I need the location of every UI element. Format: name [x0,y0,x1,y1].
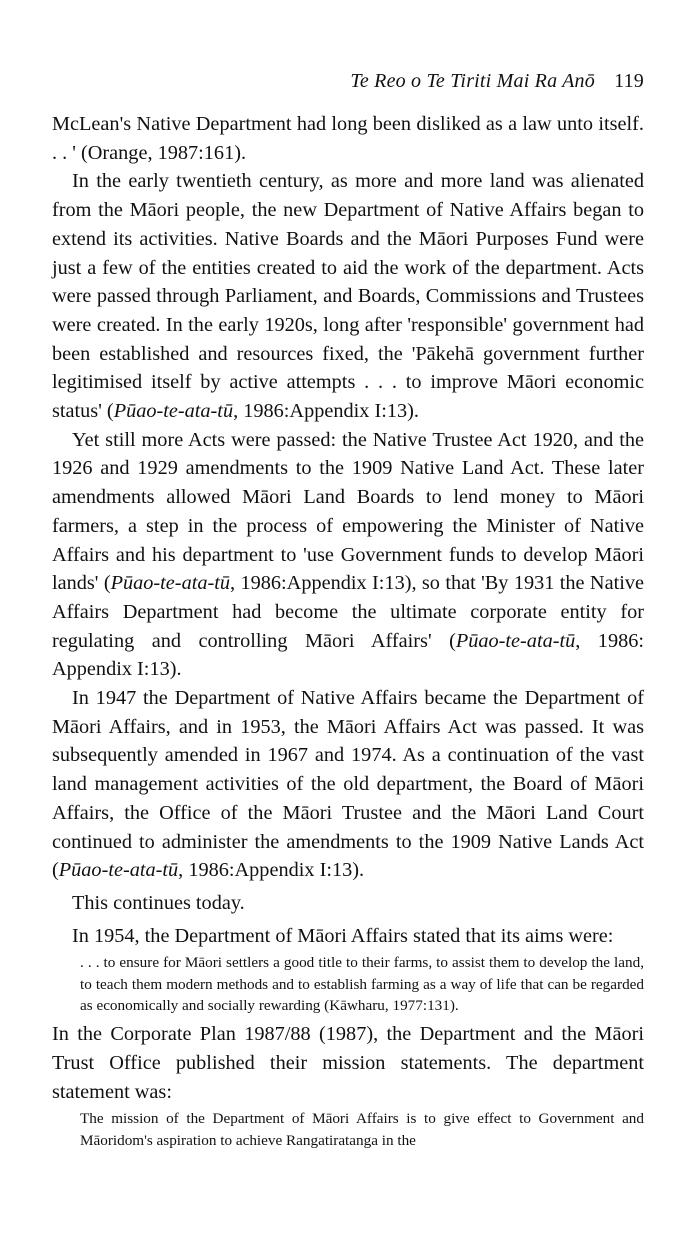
paragraph-2-text-b: , 1986:Appendix I:13). [233,400,419,423]
citation-title: Pūao-te-ata-tū [455,629,576,652]
paragraph-3-text-a: Yet still more Acts were passed: the Native Trustee Act 1920, and the 1926 and 1929 amendments to the 1909 Native Land Act. These later amendments allowed Māori Land Boards to lend money to Māori farmers, a step in the process of empowering the Minister of Native Affairs and his department to 'use Government funds to develop Māori lands' ( [52,428,644,595]
paragraph-4 [52,684,644,885]
citation-title: Pūao-te-ata-tū [58,859,179,882]
paragraph-5: This continues today. [72,891,245,914]
block-quote-2: The mission of the Department of Māori Affairs is to give effect to Government and Māoridom's aspiration to achieve Rangatiratanga in the [80,1110,644,1149]
paragraph-4-text-b: , 1986:Appendix I:13). [178,859,365,882]
paragraph-3 [52,426,644,684]
paragraph-1: McLean's Native Department had long been disliked as a law unto itself. . . ' (Orange, 1987:161). [52,113,644,164]
paragraph-3-text-c: , 1986: Appendix I:13). [52,629,644,681]
paragraph-2-text-a: In the early twentieth century, as more and more land was alienated from the Māori people, the new Department of Native Affairs began to extend its activities. Native Boards and the Māori Purposes Fund were just a few of the entities created to aid the work of the department. Acts were passed through Parliament, and Boards, Commissions and Trustees were created. In the early 1920s, long after 'responsible' government had been established and resources fixed, the 'Pākehā government further legitimised itself by active attempts . . . to improve Māori economic status' ( [52,170,644,423]
paragraph-3-text-b: , 1986:Appendix I:13), so that 'By 1931 the Native Affairs Department had become the ultimate corporate entity for regulating and controlling Māori Affairs' ( [52,572,644,652]
citation-title: Pūao-te-ata-tū [113,400,234,423]
paragraph-6: In 1954, the Department of Māori Affairs stated that its aims were: [72,924,614,947]
running-header [350,70,644,93]
paragraph-2 [52,167,644,425]
paragraph-4-text-a: In 1947 the Department of Native Affairs became the Department of Māori Affairs, and in 1953, the Māori Affairs Act was passed. It was subsequently amended in 1967 and 1974. As a continuation of the vast land management activities of the old department, the Board of Māori Affairs, the Office of the Māori Trustee and the Māori Land Court continued to administer the amendments to the 1909 Native Lands Act ( [52,687,644,882]
body-text [52,110,644,1151]
citation-title: Pūao-te-ata-tū [110,572,231,595]
running-title: Te Reo o Te Tiriti Mai Ra Anō [350,70,595,92]
page-number: 119 [614,70,644,92]
block-quote-1: . . . to ensure for Māori settlers a good title to their farms, to assist them to develop the land, to teach them modern methods and to establish farming as a way of life that can be regarded as economically and socially rewarding (Kāwharu, 1977:131). [80,954,644,1014]
paragraph-7: In the Corporate Plan 1987/88 (1987), the Department and the Māori Trust Office published their mission statements. The department statement was: [52,1023,644,1103]
